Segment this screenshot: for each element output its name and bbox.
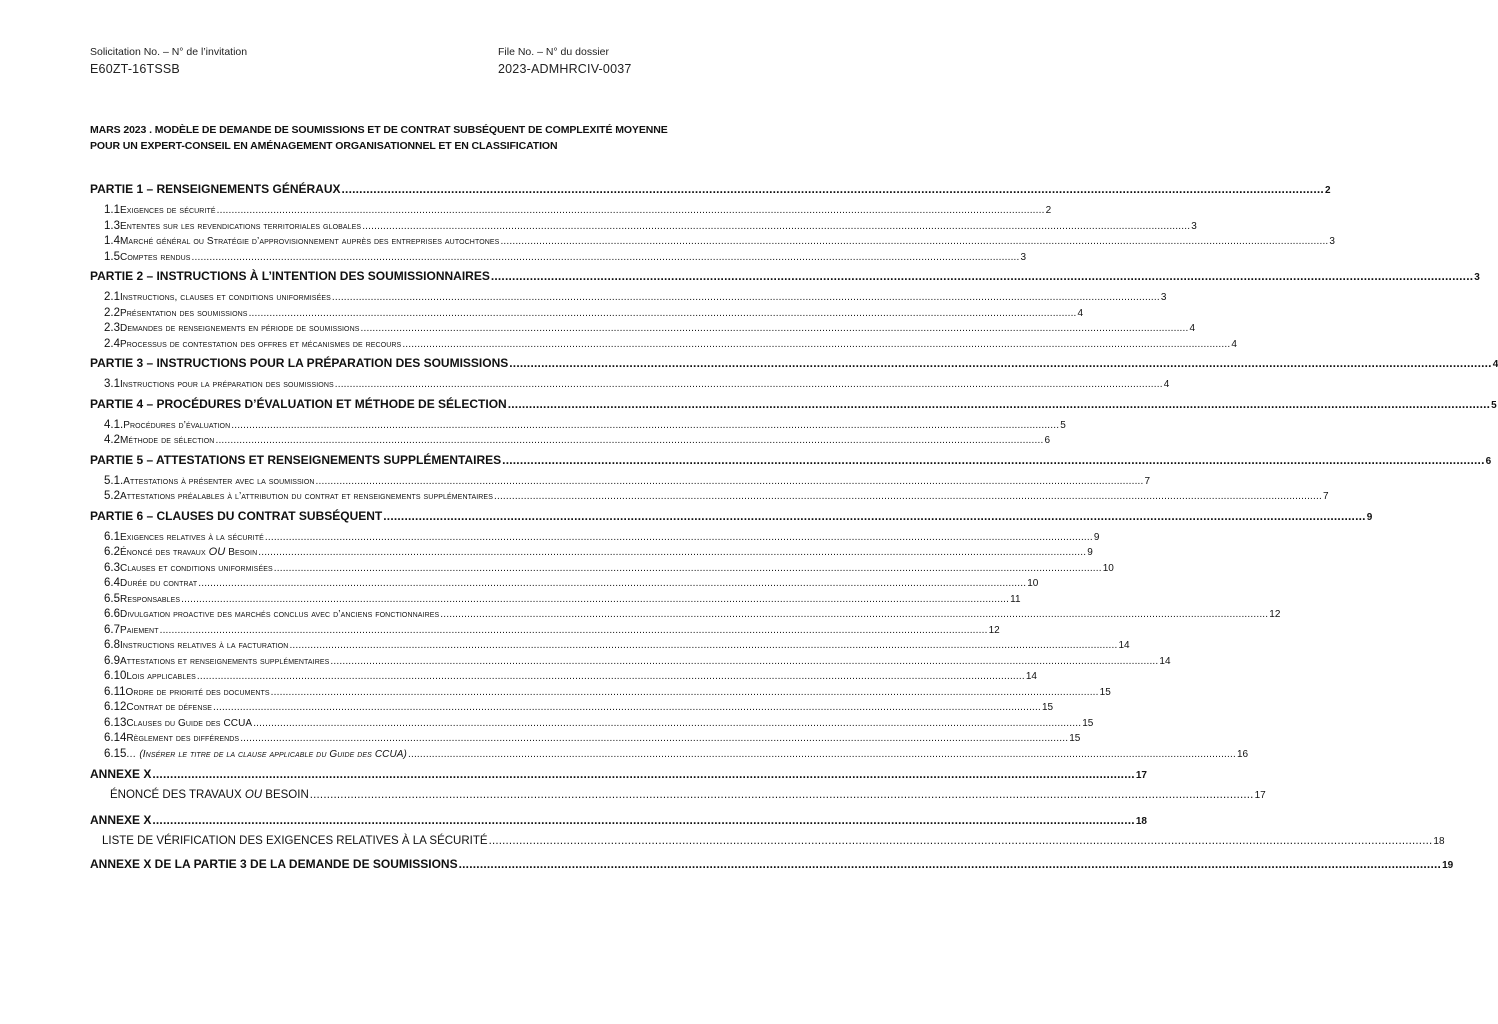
dot-leader xyxy=(508,397,1490,411)
toc-page-number: 9 xyxy=(1093,531,1100,543)
dot-leader xyxy=(330,656,1158,667)
toc-part-2[interactable] xyxy=(90,269,1480,291)
toc-item[interactable] xyxy=(90,235,1335,251)
toc-item-number: 6.8 xyxy=(104,639,120,651)
toc-page-number: 10 xyxy=(1102,562,1114,574)
toc-page-number: 3 xyxy=(1329,236,1335,247)
toc-item-number: 2.2 xyxy=(104,306,120,319)
toc-item[interactable] xyxy=(90,474,1151,491)
dot-leader xyxy=(198,578,1026,589)
toc-page-number: 7 xyxy=(1144,475,1151,487)
toc-page-number: 15 xyxy=(1042,702,1054,713)
toc-item[interactable] xyxy=(90,546,1093,562)
toc-part-label: PARTIE 5 – ATTESTATIONS ET RENSEIGNEMENTS SUPPLÉMENTAIRES xyxy=(90,452,502,467)
toc-page-number: 11 xyxy=(1010,593,1021,605)
toc-page-number: 7 xyxy=(1322,491,1329,502)
toc-item-number: 6.13 xyxy=(104,716,127,729)
toc-item[interactable] xyxy=(90,701,1054,717)
toc-item-label: Énoncé des travaux OU Besoin xyxy=(120,546,258,558)
toc-part-4[interactable] xyxy=(90,396,1497,419)
dot-leader xyxy=(265,532,1093,543)
dot-leader xyxy=(459,857,1441,871)
toc-item[interactable] xyxy=(90,623,1000,640)
toc-item[interactable] xyxy=(90,490,1329,506)
toc-item-label: Durée du contrat xyxy=(120,578,198,589)
toc-item[interactable] xyxy=(90,670,1037,686)
toc-item[interactable] xyxy=(90,608,1281,624)
dot-leader xyxy=(160,625,988,636)
toc-page-number: 4 xyxy=(1077,307,1084,319)
toc-item-number: 6.12 xyxy=(104,701,127,713)
toc-page-number: 16 xyxy=(1236,748,1249,760)
solicitation-number: E60ZT-16TSSB xyxy=(90,62,180,76)
table-of-contents xyxy=(90,182,1498,879)
toc-item[interactable] xyxy=(90,337,1237,354)
toc-page-number: 5 xyxy=(1491,399,1497,411)
toc-item-label: Présentation des soumissions xyxy=(120,307,248,319)
toc-item[interactable] xyxy=(90,561,1114,578)
toc-page-number: 4 xyxy=(1189,323,1196,334)
toc-item-number: 6.4 xyxy=(104,577,120,589)
toc-page-number: 6 xyxy=(1044,435,1051,446)
toc-item-number: 5.2 xyxy=(104,490,120,502)
toc-item-number: 6.1 xyxy=(104,530,120,543)
toc-page-number: 18 xyxy=(1433,836,1445,847)
toc-annex-2[interactable] xyxy=(90,813,1147,835)
toc-item-label: ÉNONCÉ DES TRAVAUX OU BESOIN xyxy=(110,789,309,801)
toc-item[interactable] xyxy=(90,747,1249,764)
toc-item-number: 6.11 xyxy=(104,685,126,698)
dot-leader xyxy=(197,671,1025,682)
toc-page-number: 17 xyxy=(1254,790,1266,801)
toc-item[interactable] xyxy=(90,685,1111,702)
toc-item-label: Comptes rendus xyxy=(120,251,191,263)
toc-part-3[interactable] xyxy=(90,356,1498,378)
title-line-2: POUR UN EXPERT-CONSEIL EN AMÉNAGEMENT ORGANISATIONNEL ET EN CLASSIFICATION xyxy=(90,140,558,152)
toc-page-number: 2 xyxy=(1045,205,1052,216)
toc-item-label: Règlement des différends xyxy=(126,733,240,744)
dot-leader xyxy=(408,749,1236,760)
toc-page-number: 14 xyxy=(1025,671,1037,682)
solicitation-label: Solicitation No. – N° de l’invitation xyxy=(90,46,248,58)
toc-part-label: PARTIE 4 – PROCÉDURES D’ÉVALUATION ET MÉTHODE DE SÉLECTION xyxy=(90,396,507,411)
toc-item[interactable] xyxy=(90,322,1196,338)
dot-leader xyxy=(253,718,1081,729)
dot-leader xyxy=(152,767,1134,781)
dot-leader xyxy=(335,379,1163,390)
toc-page-number: 4 xyxy=(1492,359,1498,370)
toc-item-number: 2.4 xyxy=(104,337,120,350)
toc-item-label: Ententes sur les revendications territoriales globales xyxy=(120,220,362,232)
toc-item-number: 5.1. xyxy=(104,474,124,487)
toc-item-label: Instructions, clauses et conditions uniformisées xyxy=(120,292,331,303)
toc-item-label: Attestations et renseignements supplémentaires xyxy=(120,655,330,667)
toc-annex-1[interactable] xyxy=(90,767,1147,789)
dot-leader xyxy=(289,640,1117,651)
toc-annex-sub[interactable] xyxy=(90,835,1445,855)
toc-part-label: ANNEXE X DE LA PARTIE 3 DE LA DEMANDE DE SOUMISSIONS xyxy=(90,857,458,871)
toc-item-label: Clauses du Guide des CCUA xyxy=(126,717,253,729)
dot-leader xyxy=(509,356,1491,370)
toc-page-number: 9 xyxy=(1087,547,1093,558)
toc-page-number: 15 xyxy=(1099,686,1111,698)
toc-page-number: 4 xyxy=(1163,379,1170,390)
toc-item-number: 6.6 xyxy=(104,608,120,620)
dot-leader xyxy=(215,435,1043,446)
toc-page-number: 4 xyxy=(1231,338,1237,350)
toc-item-number: 6.2 xyxy=(104,546,120,558)
toc-item-label: Contrat de défense xyxy=(126,702,213,713)
toc-item-number: 1.5 xyxy=(104,250,120,263)
toc-item[interactable] xyxy=(90,418,1066,435)
toc-item-label: … (Insérer le titre de la clause applicable du Guide des CCUA) xyxy=(126,748,407,760)
toc-item-label: Paiement xyxy=(120,624,159,636)
toc-item-label: Lois applicables xyxy=(126,671,196,682)
toc-item-label: Instructions pour la préparation des soumissions xyxy=(120,379,334,390)
toc-item-label: Processus de contestation des offres et mécanismes de recours xyxy=(120,338,402,350)
toc-item[interactable] xyxy=(90,250,1027,267)
toc-part-label: PARTIE 3 – INSTRUCTIONS POUR LA PRÉPARATION DES SOUMISSIONS xyxy=(90,356,509,370)
toc-page-number: 15 xyxy=(1069,733,1081,744)
toc-item[interactable] xyxy=(90,732,1081,748)
dot-leader xyxy=(213,702,1041,713)
toc-part-label: PARTIE 6 – CLAUSES DU CONTRAT SUBSÉQUENT xyxy=(90,508,383,523)
toc-item-number: 1.4 xyxy=(104,235,120,247)
toc-item[interactable] xyxy=(90,639,1130,655)
toc-page-number: 3 xyxy=(1474,272,1480,283)
toc-item[interactable] xyxy=(90,378,1170,394)
toc-item-label: Attestations à présenter avec la soumission xyxy=(123,475,315,487)
dot-leader xyxy=(217,205,1045,216)
toc-part-label: ANNEXE X xyxy=(90,813,152,827)
toc-page-number: 15 xyxy=(1082,717,1094,729)
dot-leader xyxy=(500,236,1328,247)
document-title xyxy=(90,122,690,154)
toc-page-number: 12 xyxy=(988,624,1000,636)
toc-page-number: 17 xyxy=(1135,770,1147,781)
dot-leader xyxy=(494,491,1322,502)
toc-item-number: 6.3 xyxy=(104,561,120,574)
dot-leader xyxy=(231,420,1059,431)
toc-part-5[interactable] xyxy=(90,452,1492,475)
toc-annex-sub[interactable] xyxy=(90,789,1266,809)
toc-item-number: 4.1. xyxy=(104,418,124,431)
toc-item-label: Exigences relatives à la sécurité xyxy=(120,531,264,543)
toc-item[interactable] xyxy=(90,654,1171,671)
toc-item[interactable] xyxy=(90,306,1084,323)
toc-item[interactable] xyxy=(90,204,1052,220)
dot-leader xyxy=(491,269,1473,283)
toc-item[interactable] xyxy=(90,434,1051,450)
dot-leader xyxy=(192,252,1020,263)
toc-page-number: 3 xyxy=(1191,220,1197,232)
toc-item-label: Méthode de sélection xyxy=(120,435,215,446)
toc-item-label: Attestations préalables à l’attribution du contrat et renseignements supplémentaires xyxy=(120,491,493,502)
toc-page-number: 2 xyxy=(1324,185,1331,196)
dot-leader xyxy=(316,476,1144,487)
toc-page-number: 14 xyxy=(1159,655,1171,667)
toc-page-number: 19 xyxy=(1442,860,1454,871)
dot-leader xyxy=(489,835,1433,847)
toc-item-number: 6.15 xyxy=(104,747,127,760)
toc-page-number: 5 xyxy=(1060,419,1066,431)
dot-leader xyxy=(361,323,1189,334)
dot-leader xyxy=(240,733,1068,744)
toc-item[interactable] xyxy=(90,291,1167,307)
toc-item[interactable] xyxy=(90,530,1100,547)
toc-item-number: 6.10 xyxy=(104,670,127,682)
toc-page-number: 12 xyxy=(1269,609,1281,620)
toc-item-number: 6.14 xyxy=(104,732,127,744)
toc-annex-3[interactable] xyxy=(90,857,1454,879)
file-number: 2023-ADMHRCIV-0037 xyxy=(498,62,632,76)
toc-item-label: Procédures d’évaluation xyxy=(123,419,231,431)
toc-item[interactable] xyxy=(90,716,1094,733)
file-label: File No. – N° du dossier xyxy=(498,46,609,58)
toc-page-number: 14 xyxy=(1118,640,1130,651)
toc-item-number: 6.7 xyxy=(104,623,120,636)
toc-item-number: 3.1 xyxy=(104,378,120,390)
toc-item-number: 4.2 xyxy=(104,434,120,446)
toc-item-label: Instructions relatives à la facturation xyxy=(120,640,289,651)
toc-item-label: Divulgation proactive des marchés conclus avec d’anciens fonctionnaires xyxy=(120,609,440,620)
toc-page-number: 3 xyxy=(1020,251,1027,263)
dot-leader xyxy=(383,509,1365,523)
toc-item-label: LISTE DE VÉRIFICATION DES EXIGENCES RELATIVES À LA SÉCURITÉ xyxy=(102,835,488,847)
toc-item-label: Demandes de renseignements en période de soumissions xyxy=(120,323,360,334)
toc-item-number: 1.3 xyxy=(104,219,120,232)
toc-item[interactable] xyxy=(90,592,1021,609)
toc-item-number: 2.3 xyxy=(104,322,120,334)
dot-leader xyxy=(440,609,1268,620)
toc-item-label: Responsables xyxy=(120,593,181,605)
title-line-1: MARS 2023 . MODÈLE DE DEMANDE DE SOUMISSIONS ET DE CONTRAT SUBSÉQUENT DE COMPLEXITÉ MOYENNE xyxy=(90,124,668,136)
dot-leader xyxy=(362,221,1190,232)
dot-leader xyxy=(181,594,1009,605)
toc-item-number: 6.9 xyxy=(104,654,120,667)
toc-item[interactable] xyxy=(90,577,1039,593)
dot-leader xyxy=(152,813,1134,827)
toc-page-number: 6 xyxy=(1485,455,1492,467)
toc-item-number: 2.1 xyxy=(104,291,120,303)
dot-leader xyxy=(258,547,1086,558)
toc-page-number: 10 xyxy=(1027,578,1039,589)
toc-item-label: Marché général ou Stratégie d’approvisionnement auprès des entreprises autochtones xyxy=(120,236,500,247)
toc-item[interactable] xyxy=(90,219,1197,236)
toc-page-number: 3 xyxy=(1160,292,1167,303)
dot-leader xyxy=(310,789,1254,801)
toc-part-label: ANNEXE X xyxy=(90,767,152,781)
toc-part-6[interactable] xyxy=(90,508,1373,531)
dot-leader xyxy=(332,292,1160,303)
toc-part-1[interactable] xyxy=(90,182,1331,204)
dot-leader xyxy=(342,182,1324,196)
toc-part-label: PARTIE 2 – INSTRUCTIONS À L’INTENTION DES SOUMISSIONNAIRES xyxy=(90,269,490,283)
dot-leader xyxy=(502,453,1484,467)
toc-item-label: Clauses et conditions uniformisées xyxy=(120,562,273,574)
toc-item-label: Exigences de sécurité xyxy=(120,205,216,216)
toc-item-label: Ordre de priorité des documents xyxy=(125,686,270,698)
toc-part-label: PARTIE 1 – RENSEIGNEMENTS GÉNÉRAUX xyxy=(90,182,341,196)
dot-leader xyxy=(274,563,1102,574)
toc-item-number: 6.5 xyxy=(104,592,120,605)
toc-page-number: 18 xyxy=(1135,816,1147,827)
dot-leader xyxy=(249,308,1077,319)
dot-leader xyxy=(271,687,1099,698)
dot-leader xyxy=(402,339,1230,350)
toc-page-number: 9 xyxy=(1366,511,1373,523)
toc-item-number: 1.1 xyxy=(104,204,120,216)
